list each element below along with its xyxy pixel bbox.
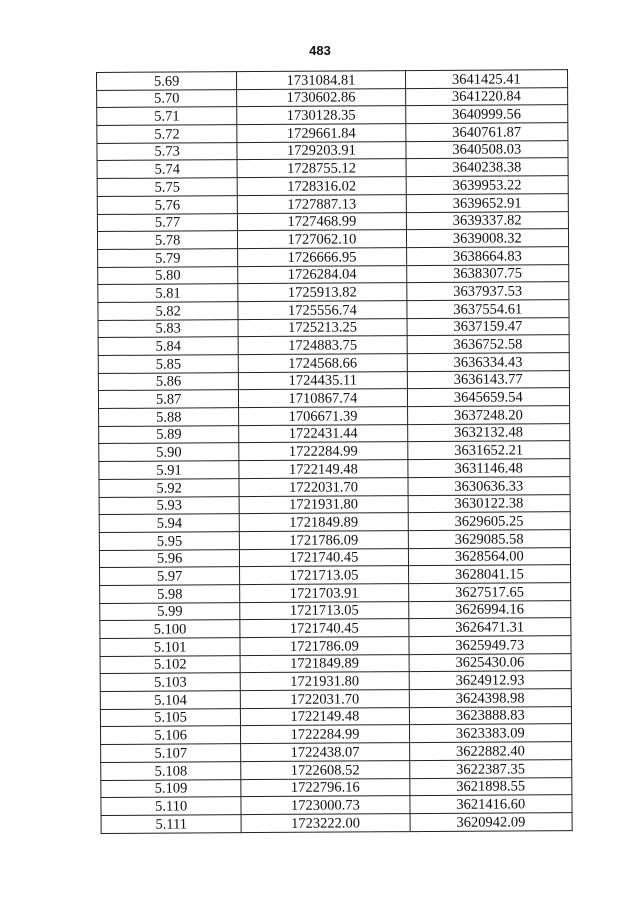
y-coordinate-cell: 3625430.06 [409, 653, 571, 672]
point-id-cell: 5.81 [98, 284, 238, 303]
table-row [97, 105, 568, 126]
table-row [101, 795, 572, 816]
y-coordinate-cell: 3637554.61 [407, 300, 569, 319]
table-row [98, 282, 569, 303]
point-id-cell: 5.77 [97, 213, 237, 232]
table-row [97, 229, 568, 250]
x-coordinate-cell: 1728316.02 [237, 177, 405, 196]
x-coordinate-cell: 1724568.66 [239, 354, 407, 373]
x-coordinate-cell: 1721740.45 [240, 548, 408, 567]
y-coordinate-cell: 3637159.47 [407, 317, 569, 336]
table-row [97, 123, 568, 144]
y-coordinate-cell: 3628564.00 [408, 547, 570, 566]
point-id-cell: 5.111 [101, 815, 241, 834]
table-row [100, 618, 571, 639]
table-row [98, 388, 569, 409]
table-row [99, 476, 570, 497]
y-coordinate-cell: 3625949.73 [409, 636, 571, 655]
x-coordinate-cell: 1726666.95 [238, 247, 406, 266]
point-id-cell: 5.107 [101, 744, 241, 763]
x-coordinate-cell: 1721849.89 [240, 654, 408, 673]
y-coordinate-cell: 3622387.35 [409, 759, 571, 778]
table-row [98, 335, 569, 356]
x-coordinate-cell: 1722031.70 [241, 690, 409, 709]
y-coordinate-cell: 3621898.55 [409, 777, 571, 796]
x-coordinate-cell: 1722149.48 [241, 707, 409, 726]
point-id-cell: 5.71 [97, 107, 237, 126]
x-coordinate-cell: 1722284.99 [241, 725, 409, 744]
table-row [99, 406, 570, 427]
x-coordinate-cell: 1729661.84 [237, 124, 405, 143]
x-coordinate-cell: 1724435.11 [239, 371, 407, 390]
point-id-cell: 5.75 [97, 178, 237, 197]
point-id-cell: 5.97 [100, 567, 240, 586]
point-id-cell: 5.84 [98, 337, 238, 356]
table-row [100, 671, 571, 692]
x-coordinate-cell: 1730602.86 [237, 88, 405, 107]
x-coordinate-cell: 1721931.80 [240, 672, 408, 691]
point-id-cell: 5.109 [101, 779, 241, 798]
y-coordinate-cell: 3637248.20 [407, 406, 569, 425]
x-coordinate-cell: 1729203.91 [237, 141, 405, 160]
table-row [99, 459, 570, 480]
point-id-cell: 5.104 [100, 691, 240, 710]
point-id-cell: 5.85 [98, 355, 238, 374]
y-coordinate-cell: 3636334.43 [407, 353, 569, 372]
y-coordinate-cell: 3629085.58 [408, 529, 570, 548]
table-row [101, 812, 572, 833]
table-row [101, 777, 572, 798]
point-id-cell: 5.76 [97, 195, 237, 214]
point-id-cell: 5.94 [99, 514, 239, 533]
point-id-cell: 5.90 [99, 443, 239, 462]
point-id-cell: 5.100 [100, 620, 240, 639]
y-coordinate-cell: 3638664.83 [406, 246, 568, 265]
x-coordinate-cell: 1706671.39 [239, 407, 407, 426]
y-coordinate-cell: 3627517.65 [408, 583, 570, 602]
point-id-cell: 5.80 [98, 266, 238, 285]
y-coordinate-cell: 3641425.41 [405, 70, 567, 89]
table-row [100, 636, 571, 657]
x-coordinate-cell: 1722031.70 [239, 477, 407, 496]
x-coordinate-cell: 1728755.12 [237, 159, 405, 178]
point-id-cell: 5.88 [99, 408, 239, 427]
point-id-cell: 5.106 [101, 726, 241, 745]
point-id-cell: 5.69 [97, 72, 237, 91]
y-coordinate-cell: 3620942.09 [410, 812, 572, 831]
y-coordinate-cell: 3623888.83 [409, 706, 571, 725]
table-row [101, 724, 572, 745]
table-row [97, 158, 568, 179]
y-coordinate-cell: 3638307.75 [406, 264, 568, 283]
table-row [99, 423, 570, 444]
table-row [100, 706, 571, 727]
table-row [98, 370, 569, 391]
y-coordinate-cell: 3630636.33 [408, 476, 570, 495]
table-row [99, 529, 570, 550]
table-row [98, 300, 569, 321]
x-coordinate-cell: 1731084.81 [237, 71, 405, 90]
y-coordinate-cell: 3639008.32 [406, 229, 568, 248]
point-id-cell: 5.98 [100, 585, 240, 604]
table-row [97, 211, 568, 232]
table-row [98, 264, 569, 285]
table-row [101, 742, 572, 763]
y-coordinate-cell: 3623383.09 [409, 724, 571, 743]
x-coordinate-cell: 1721786.09 [240, 530, 408, 549]
point-id-cell: 5.74 [97, 160, 237, 179]
x-coordinate-cell: 1725556.74 [238, 301, 406, 320]
page-number: 483 [309, 43, 331, 58]
y-coordinate-cell: 3636752.58 [407, 335, 569, 354]
table-row [99, 547, 570, 568]
y-coordinate-cell: 3626471.31 [408, 618, 570, 637]
x-coordinate-cell: 1727887.13 [238, 194, 406, 213]
table-row [98, 317, 569, 338]
x-coordinate-cell: 1727468.99 [238, 212, 406, 231]
y-coordinate-cell: 3626994.16 [408, 600, 570, 619]
point-id-cell: 5.87 [98, 390, 238, 409]
y-coordinate-cell: 3640508.03 [406, 140, 568, 159]
x-coordinate-cell: 1724883.75 [238, 336, 406, 355]
x-coordinate-cell: 1730128.35 [237, 106, 405, 125]
point-id-cell: 5.91 [99, 461, 239, 480]
y-coordinate-cell: 3628041.15 [408, 565, 570, 584]
table-row [100, 565, 571, 586]
point-id-cell: 5.86 [98, 372, 238, 391]
point-id-cell: 5.108 [101, 761, 241, 780]
y-coordinate-cell: 3622882.40 [409, 742, 571, 761]
y-coordinate-cell: 3624398.98 [409, 689, 571, 708]
y-coordinate-cell: 3645659.54 [407, 388, 569, 407]
y-coordinate-cell: 3631652.21 [407, 441, 569, 460]
x-coordinate-cell: 1722608.52 [241, 760, 409, 779]
x-coordinate-cell: 1721786.09 [240, 637, 408, 656]
x-coordinate-cell: 1722431.44 [239, 424, 407, 443]
y-coordinate-cell: 3631146.48 [407, 459, 569, 478]
table-row [97, 87, 568, 108]
table-row [100, 583, 571, 604]
point-id-cell: 5.73 [97, 142, 237, 161]
x-coordinate-cell: 1725213.25 [238, 318, 406, 337]
x-coordinate-cell: 1722796.16 [241, 778, 409, 797]
point-id-cell: 5.92 [99, 478, 239, 497]
x-coordinate-cell: 1721849.89 [239, 513, 407, 532]
table-row [97, 193, 568, 214]
x-coordinate-cell: 1726284.04 [238, 265, 406, 284]
point-id-cell: 5.103 [100, 673, 240, 692]
point-id-cell: 5.99 [100, 602, 240, 621]
x-coordinate-cell: 1723000.73 [241, 796, 409, 815]
point-id-cell: 5.78 [97, 231, 237, 250]
y-coordinate-cell: 3636143.77 [407, 370, 569, 389]
y-coordinate-cell: 3621416.60 [410, 795, 572, 814]
point-id-cell: 5.70 [97, 89, 237, 108]
point-id-cell: 5.89 [99, 425, 239, 444]
y-coordinate-cell: 3630122.38 [408, 494, 570, 513]
table-row [99, 494, 570, 515]
y-coordinate-cell: 3640761.87 [405, 123, 567, 142]
y-coordinate-cell: 3639337.82 [406, 211, 568, 230]
x-coordinate-cell: 1722149.48 [239, 460, 407, 479]
x-coordinate-cell: 1723222.00 [241, 813, 409, 832]
point-id-cell: 5.105 [100, 708, 240, 727]
table-row [97, 176, 568, 197]
point-id-cell: 5.95 [99, 532, 239, 551]
point-id-cell: 5.96 [99, 549, 239, 568]
coordinates-table [96, 69, 573, 833]
table-row [98, 246, 569, 267]
x-coordinate-cell: 1725913.82 [238, 283, 406, 302]
point-id-cell: 5.93 [99, 496, 239, 515]
table-row [101, 759, 572, 780]
point-id-cell: 5.79 [98, 249, 238, 268]
table-row [98, 353, 569, 374]
y-coordinate-cell: 3632132.48 [407, 423, 569, 442]
y-coordinate-cell: 3641220.84 [405, 87, 567, 106]
x-coordinate-cell: 1722284.99 [239, 442, 407, 461]
x-coordinate-cell: 1721931.80 [239, 495, 407, 514]
x-coordinate-cell: 1721713.05 [240, 566, 408, 585]
table-row [100, 689, 571, 710]
point-id-cell: 5.101 [100, 638, 240, 657]
y-coordinate-cell: 3639953.22 [406, 176, 568, 195]
y-coordinate-cell: 3624912.93 [409, 671, 571, 690]
y-coordinate-cell: 3637937.53 [406, 282, 568, 301]
point-id-cell: 5.72 [97, 125, 237, 144]
x-coordinate-cell: 1721713.05 [240, 601, 408, 620]
point-id-cell: 5.110 [101, 797, 241, 816]
x-coordinate-cell: 1721740.45 [240, 619, 408, 638]
table-row [97, 140, 568, 161]
x-coordinate-cell: 1727062.10 [238, 230, 406, 249]
table-row [97, 70, 568, 91]
table-row [99, 441, 570, 462]
x-coordinate-cell: 1710867.74 [239, 389, 407, 408]
y-coordinate-cell: 3629605.25 [408, 512, 570, 531]
coordinates-table-body [97, 70, 573, 833]
point-id-cell: 5.82 [98, 302, 238, 321]
point-id-cell: 5.83 [98, 319, 238, 338]
y-coordinate-cell: 3639652.91 [406, 193, 568, 212]
y-coordinate-cell: 3640238.38 [406, 158, 568, 177]
point-id-cell: 5.102 [100, 655, 240, 674]
table-row [100, 653, 571, 674]
table-row [100, 600, 571, 621]
x-coordinate-cell: 1721703.91 [240, 584, 408, 603]
x-coordinate-cell: 1722438.07 [241, 743, 409, 762]
table-row [99, 512, 570, 533]
y-coordinate-cell: 3640999.56 [405, 105, 567, 124]
